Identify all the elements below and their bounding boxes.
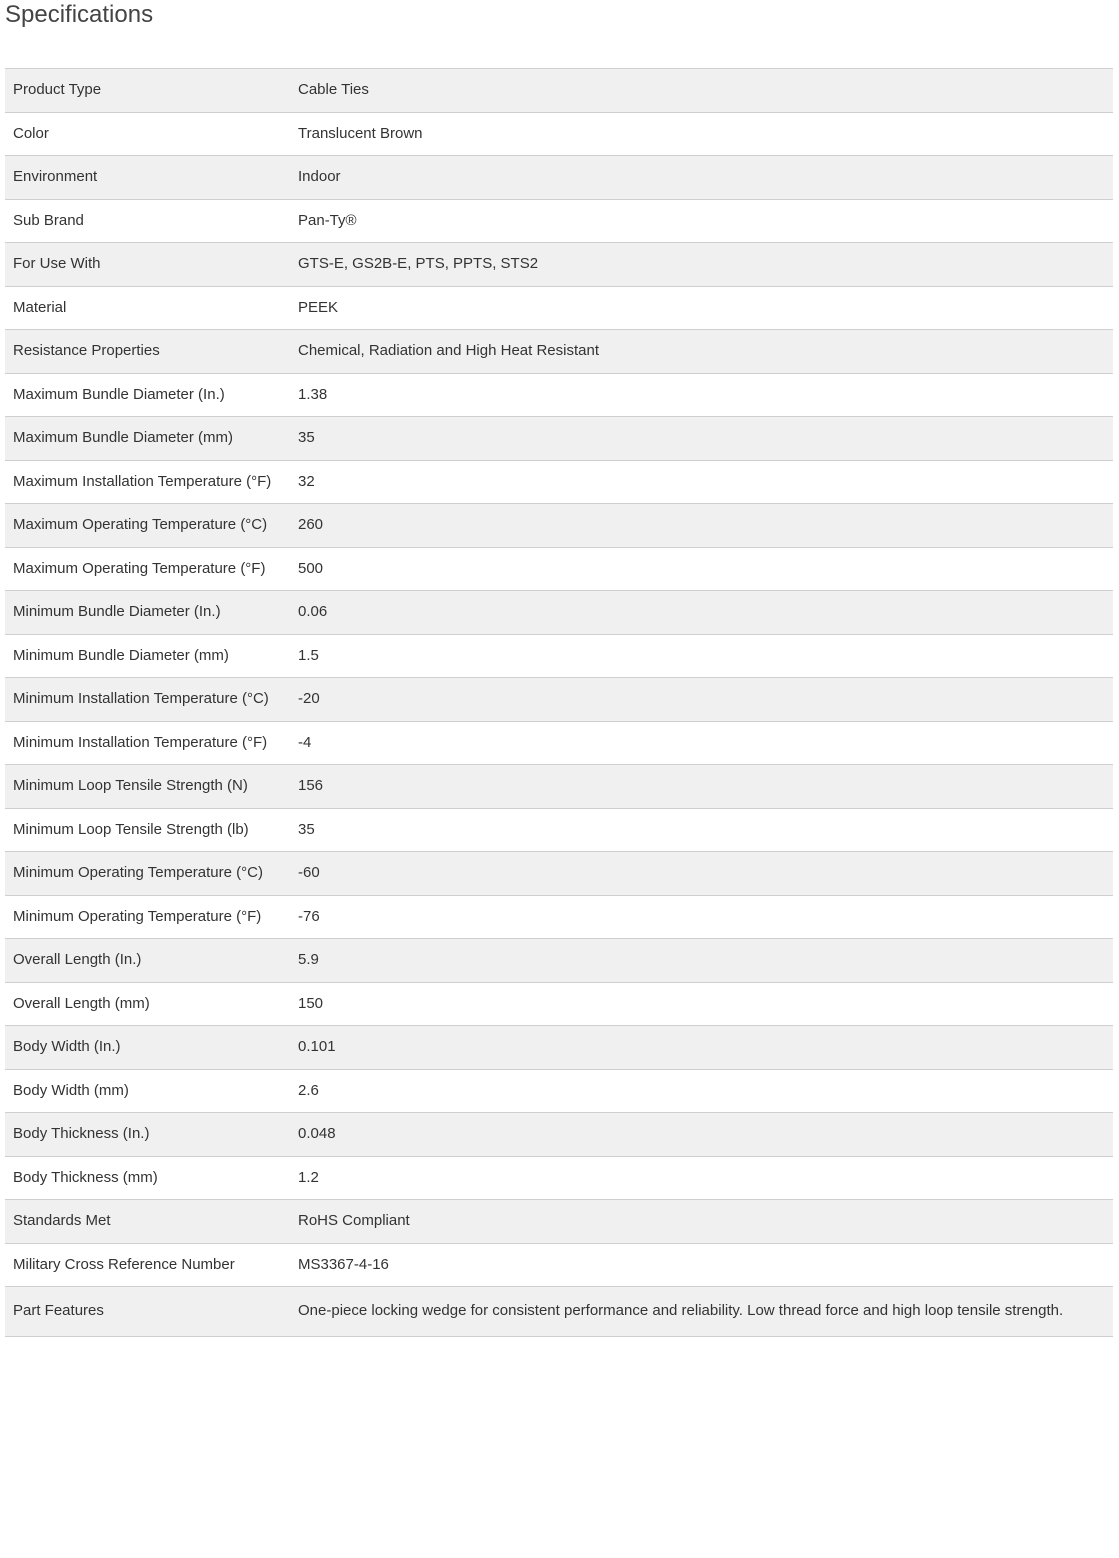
spec-value: -4 [290, 721, 1113, 765]
spec-row [5, 243, 1113, 287]
spec-row [5, 199, 1113, 243]
spec-value: 156 [290, 765, 1113, 809]
spec-value: Indoor [290, 156, 1113, 200]
spec-value: Translucent Brown [290, 112, 1113, 156]
spec-value: 1.38 [290, 373, 1113, 417]
spec-row [5, 504, 1113, 548]
spec-row [5, 1156, 1113, 1200]
spec-value: 35 [290, 808, 1113, 852]
spec-label: Body Thickness (mm) [5, 1156, 290, 1200]
spec-row [5, 156, 1113, 200]
spec-value: MS3367-4-16 [290, 1243, 1113, 1287]
spec-value: -76 [290, 895, 1113, 939]
spec-value: 32 [290, 460, 1113, 504]
spec-value: PEEK [290, 286, 1113, 330]
spec-label: Minimum Operating Temperature (°F) [5, 895, 290, 939]
spec-row [5, 1113, 1113, 1157]
spec-row [5, 330, 1113, 374]
spec-label: Sub Brand [5, 199, 290, 243]
spec-value: 260 [290, 504, 1113, 548]
spec-row [5, 591, 1113, 635]
spec-value: 1.2 [290, 1156, 1113, 1200]
spec-row [5, 721, 1113, 765]
spec-row [5, 112, 1113, 156]
spec-value: 0.101 [290, 1026, 1113, 1070]
spec-value: Cable Ties [290, 69, 1113, 113]
spec-label: Maximum Operating Temperature (°F) [5, 547, 290, 591]
spec-value: RoHS Compliant [290, 1200, 1113, 1244]
spec-label: Maximum Installation Temperature (°F) [5, 460, 290, 504]
spec-value: One-piece locking wedge for consistent performance and reliability. Low thread force and high loop tensile strength. [290, 1287, 1113, 1337]
spec-value: 500 [290, 547, 1113, 591]
spec-label: Maximum Operating Temperature (°C) [5, 504, 290, 548]
spec-row [5, 286, 1113, 330]
spec-row [5, 1287, 1113, 1337]
spec-row [5, 982, 1113, 1026]
spec-value: 150 [290, 982, 1113, 1026]
spec-label: Standards Met [5, 1200, 290, 1244]
spec-row [5, 1243, 1113, 1287]
spec-label: Military Cross Reference Number [5, 1243, 290, 1287]
spec-row [5, 808, 1113, 852]
spec-row [5, 939, 1113, 983]
spec-value: 35 [290, 417, 1113, 461]
spec-value: 5.9 [290, 939, 1113, 983]
spec-label: Material [5, 286, 290, 330]
spec-row [5, 417, 1113, 461]
spec-value: -20 [290, 678, 1113, 722]
spec-value: 2.6 [290, 1069, 1113, 1113]
spec-label: Product Type [5, 69, 290, 113]
spec-row [5, 852, 1113, 896]
spec-label: Body Width (mm) [5, 1069, 290, 1113]
specifications-table [5, 68, 1113, 1337]
specifications-table-body [5, 69, 1113, 1337]
spec-label: Minimum Installation Temperature (°C) [5, 678, 290, 722]
spec-row [5, 678, 1113, 722]
spec-value: Chemical, Radiation and High Heat Resistant [290, 330, 1113, 374]
spec-row [5, 373, 1113, 417]
spec-label: Maximum Bundle Diameter (mm) [5, 417, 290, 461]
spec-row [5, 1069, 1113, 1113]
spec-row [5, 1200, 1113, 1244]
spec-label: Minimum Installation Temperature (°F) [5, 721, 290, 765]
spec-label: Overall Length (mm) [5, 982, 290, 1026]
spec-label: Overall Length (In.) [5, 939, 290, 983]
spec-row [5, 634, 1113, 678]
spec-label: Color [5, 112, 290, 156]
spec-label: Minimum Loop Tensile Strength (N) [5, 765, 290, 809]
spec-value: 1.5 [290, 634, 1113, 678]
spec-label: Minimum Loop Tensile Strength (lb) [5, 808, 290, 852]
spec-value: Pan-Ty® [290, 199, 1113, 243]
spec-label: Body Thickness (In.) [5, 1113, 290, 1157]
spec-value: 0.06 [290, 591, 1113, 635]
spec-label: Maximum Bundle Diameter (In.) [5, 373, 290, 417]
section-title: Specifications [5, 1, 154, 28]
spec-row [5, 895, 1113, 939]
spec-row [5, 69, 1113, 113]
spec-value: GTS-E, GS2B-E, PTS, PPTS, STS2 [290, 243, 1113, 287]
spec-label: For Use With [5, 243, 290, 287]
spec-label: Minimum Operating Temperature (°C) [5, 852, 290, 896]
spec-label: Resistance Properties [5, 330, 290, 374]
spec-row [5, 460, 1113, 504]
spec-row [5, 1026, 1113, 1070]
spec-value: -60 [290, 852, 1113, 896]
spec-label: Body Width (In.) [5, 1026, 290, 1070]
spec-row [5, 547, 1113, 591]
spec-value: 0.048 [290, 1113, 1113, 1157]
spec-label: Part Features [5, 1287, 290, 1337]
spec-label: Minimum Bundle Diameter (In.) [5, 591, 290, 635]
spec-row [5, 765, 1113, 809]
spec-label: Minimum Bundle Diameter (mm) [5, 634, 290, 678]
spec-label: Environment [5, 156, 290, 200]
